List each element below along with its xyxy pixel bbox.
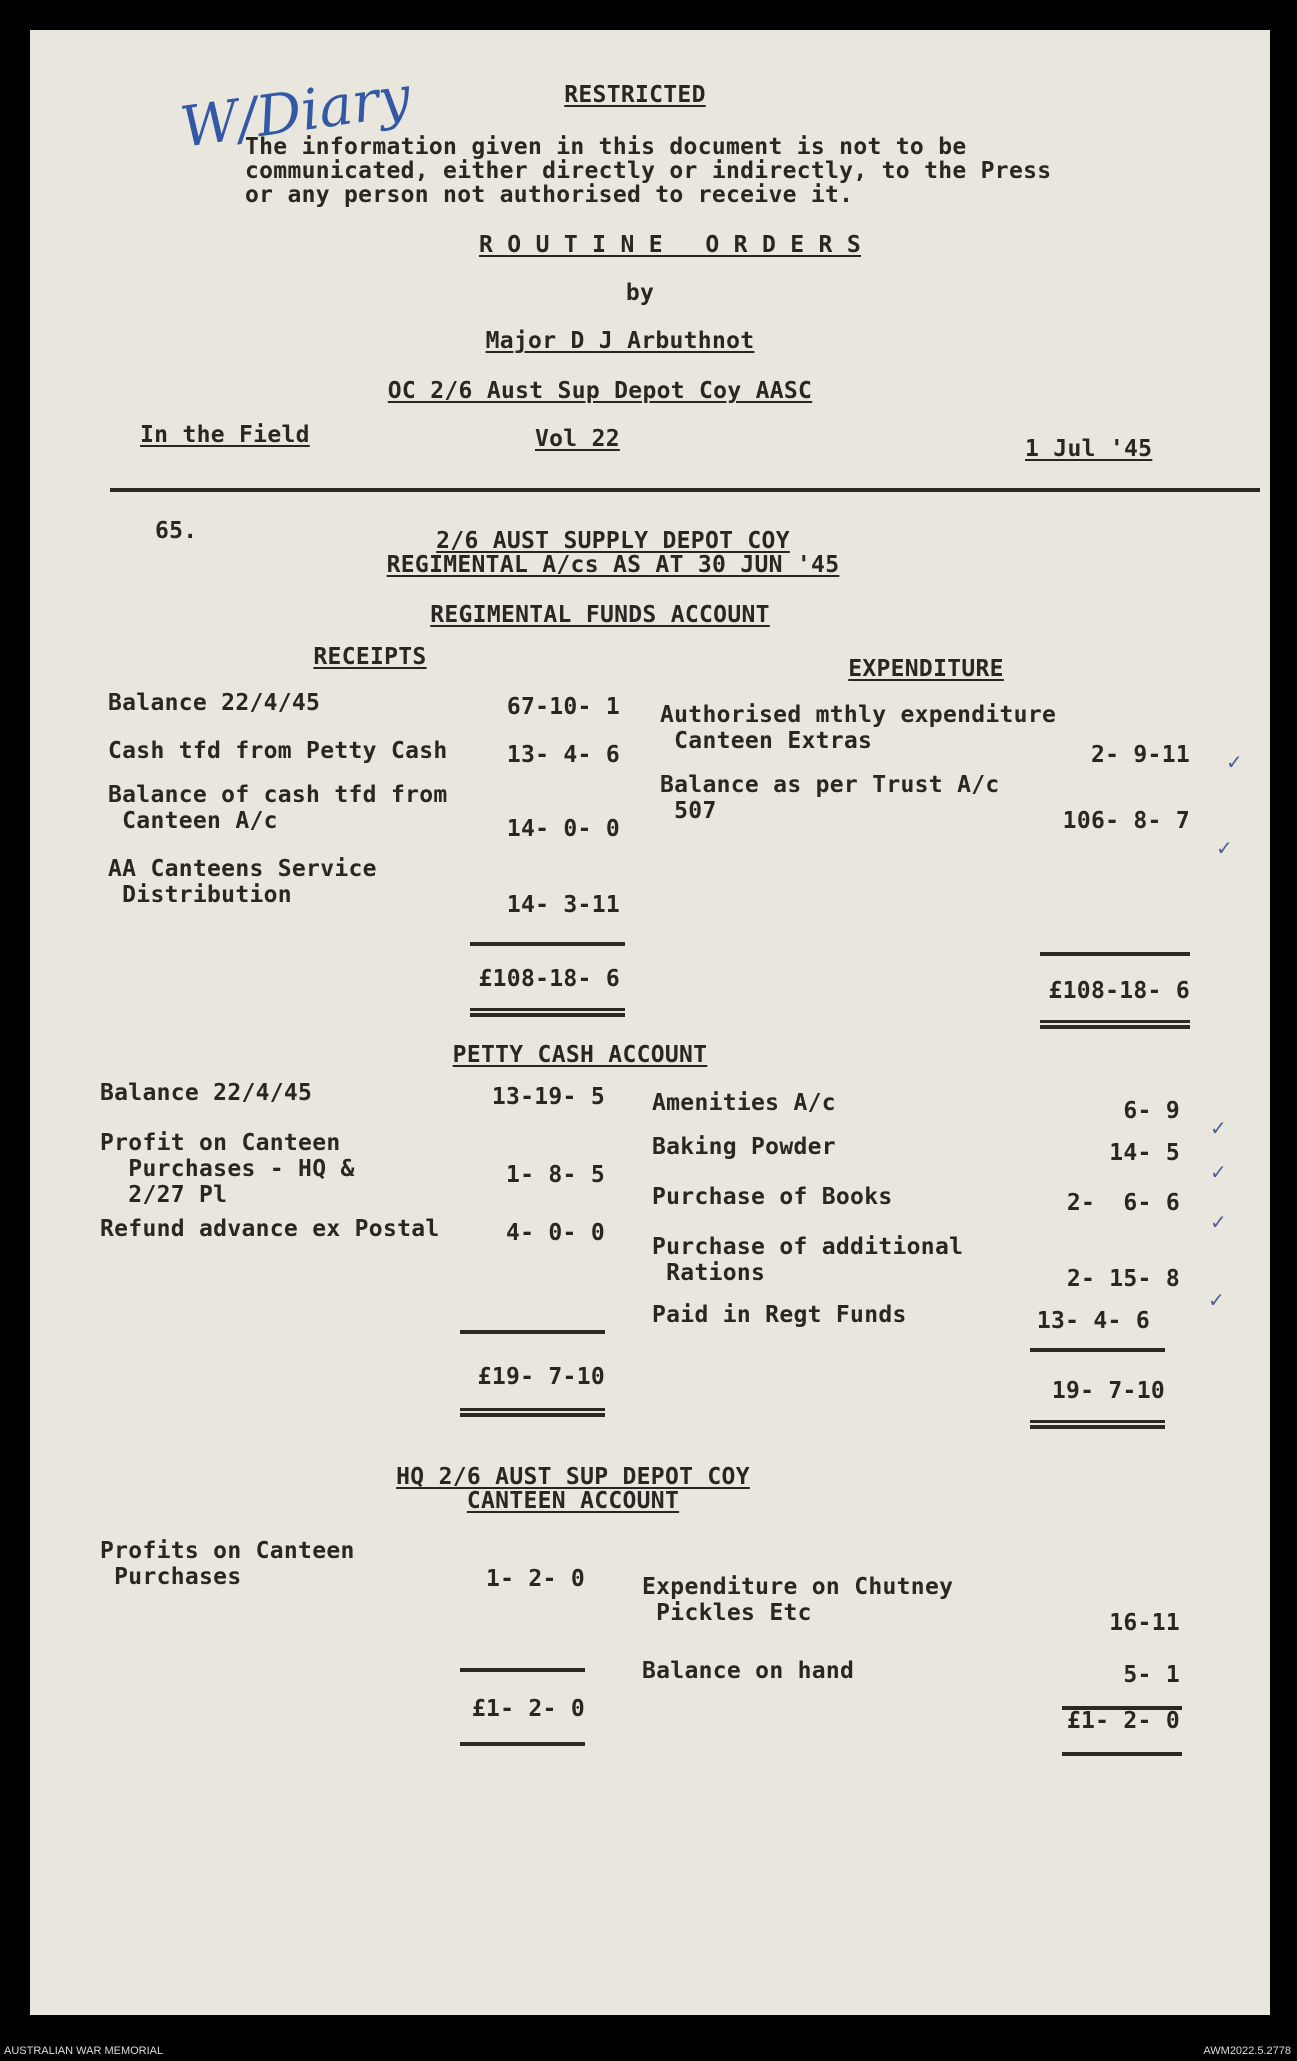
expenditure-amount: 5- 1 xyxy=(1123,1662,1180,1688)
total-rule xyxy=(1062,1752,1182,1756)
volume: Vol 22 xyxy=(535,426,620,452)
receipt-label: Profit on Canteen Purchases - HQ & 2/27 Pl xyxy=(100,1130,355,1208)
receipts-heading: RECEIPTS xyxy=(313,644,427,670)
expenditure-amount: 2- 15- 8 xyxy=(1066,1266,1180,1292)
check-mark-icon: ✓ xyxy=(1226,750,1243,774)
document-page xyxy=(30,30,1270,2015)
total-double-rule xyxy=(1030,1420,1165,1429)
order-date: 1 Jul '45 xyxy=(1025,436,1153,462)
check-mark-icon: ✓ xyxy=(1210,1210,1227,1234)
expenditure-amount: 13- 4- 6 xyxy=(1036,1308,1150,1334)
notice-line-3: or any person not authorised to receive it. xyxy=(245,182,854,208)
notice-line-2: communicated, either directly or indirectly, to the Press xyxy=(245,158,1052,184)
expenditure-total: £108-18- 6 xyxy=(1048,978,1190,1004)
section-title: 2/6 AUST SUPPLY DEPOT COY xyxy=(436,528,790,554)
receipt-amount: 1- 8- 5 xyxy=(505,1162,605,1188)
notice-line-1: The information given in this document is not to be xyxy=(245,134,967,160)
footer-accession: AWM2022.5.2778 xyxy=(1203,2045,1291,2057)
total-double-rule xyxy=(1040,1020,1190,1029)
expenditure-label: Expenditure on Chutney Pickles Etc xyxy=(642,1574,954,1626)
receipt-label: Balance of cash tfd from Canteen A/c xyxy=(108,782,448,834)
petty-cash-heading: PETTY CASH ACCOUNT xyxy=(452,1042,708,1068)
receipt-label: Cash tfd from Petty Cash xyxy=(108,738,448,764)
receipt-amount: 13- 4- 6 xyxy=(506,742,620,768)
expenditure-label: Balance on hand xyxy=(642,1658,855,1684)
receipt-label: Profits on Canteen Purchases xyxy=(100,1538,355,1590)
receipt-label: Refund advance ex Postal xyxy=(100,1216,440,1242)
section-subtitle: REGIMENTAL A/cs AS AT 30 JUN '45 xyxy=(386,552,840,578)
handwritten-annotation: W/Diary xyxy=(176,64,415,161)
receipt-amount: 14- 3-11 xyxy=(506,892,620,918)
total-double-rule xyxy=(460,1408,605,1417)
expenditure-amount: 2- 6- 6 xyxy=(1066,1190,1180,1216)
expenditure-heading: EXPENDITURE xyxy=(848,656,1004,682)
expenditure-amount: 14- 5 xyxy=(1109,1140,1180,1166)
total-double-rule xyxy=(470,1008,625,1017)
receipts-total: £19- 7-10 xyxy=(477,1364,605,1390)
subtotal-rule xyxy=(1030,1348,1165,1352)
header-rule xyxy=(110,488,1260,492)
receipt-amount: 67-10- 1 xyxy=(506,694,620,720)
receipt-amount: 14- 0- 0 xyxy=(506,816,620,842)
check-mark-icon: ✓ xyxy=(1208,1288,1225,1312)
expenditure-label: Balance as per Trust A/c 507 xyxy=(660,772,1000,824)
expenditure-label: Purchase of additional Rations xyxy=(652,1234,964,1286)
section-number: 65. xyxy=(155,518,198,544)
expenditure-label: Purchase of Books xyxy=(652,1184,893,1210)
subtotal-rule xyxy=(460,1330,605,1334)
by-label: by xyxy=(625,280,655,306)
footer-credit: AUSTRALIAN WAR MEMORIAL xyxy=(4,2045,164,2057)
receipt-amount: 13-19- 5 xyxy=(491,1084,605,1110)
receipts-total: £1- 2- 0 xyxy=(471,1696,585,1722)
total-rule xyxy=(460,1742,585,1746)
expenditure-total: 19- 7-10 xyxy=(1051,1378,1165,1404)
expenditure-total: £1- 2- 0 xyxy=(1066,1708,1180,1734)
receipt-label: AA Canteens Service Distribution xyxy=(108,856,377,908)
receipts-total: £108-18- 6 xyxy=(478,966,620,992)
expenditure-amount: 106- 8- 7 xyxy=(1062,808,1190,834)
receipt-amount: 4- 0- 0 xyxy=(505,1220,605,1246)
restricted-label: RESTRICTED xyxy=(564,82,706,108)
canteen-heading: HQ 2/6 AUST SUP DEPOT COY xyxy=(396,1464,750,1490)
regimental-heading: REGIMENTAL FUNDS ACCOUNT xyxy=(430,602,770,628)
expenditure-label: Authorised mthly expenditure Canteen Extras xyxy=(660,702,1057,754)
expenditure-label: Baking Powder xyxy=(652,1134,836,1160)
location: In the Field xyxy=(140,422,310,448)
receipt-amount: 1- 2- 0 xyxy=(485,1566,585,1592)
document-title: R O U T I N E O R D E R S xyxy=(479,232,861,258)
subtotal-rule xyxy=(460,1668,585,1672)
receipt-label: Balance 22/4/45 xyxy=(108,690,321,716)
expenditure-amount: 6- 9 xyxy=(1123,1098,1180,1124)
expenditure-amount: 16-11 xyxy=(1109,1610,1180,1636)
receipt-label: Balance 22/4/45 xyxy=(100,1080,313,1106)
check-mark-icon: ✓ xyxy=(1210,1160,1227,1184)
unit-name: OC 2/6 Aust Sup Depot Coy AASC xyxy=(387,378,813,404)
expenditure-label: Paid in Regt Funds xyxy=(652,1302,907,1328)
check-mark-icon: ✓ xyxy=(1210,1116,1227,1140)
subtotal-rule xyxy=(470,942,625,946)
canteen-subheading: CANTEEN ACCOUNT xyxy=(466,1488,680,1514)
expenditure-amount: 2- 9-11 xyxy=(1090,742,1190,768)
check-mark-icon: ✓ xyxy=(1216,836,1233,860)
officer-name: Major D J Arbuthnot xyxy=(485,328,755,354)
expenditure-label: Amenities A/c xyxy=(652,1090,836,1116)
subtotal-rule xyxy=(1040,952,1190,956)
